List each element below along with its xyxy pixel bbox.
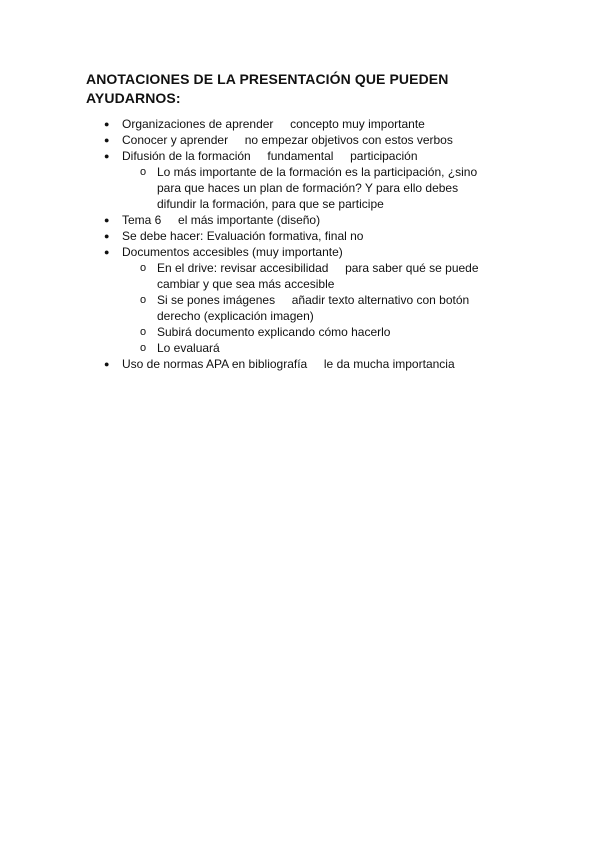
notes-list [0,116,600,372]
sub-bullet-icon: o [140,294,147,306]
sub-list-item [0,260,497,292]
bullet-icon: ● [104,231,110,241]
list-item-text: Conocer y aprender no empezar objetivos con estos verbos [122,133,453,147]
bullet-icon: ● [104,247,110,257]
list-item-text: Uso de normas APA en bibliografía le da mucha importancia [122,357,455,371]
sub-bullet-icon: o [140,326,147,338]
sub-list-item-text: En el drive: revisar accesibilidad para saber qué se puede cambiar y que sea más accesible [157,261,482,291]
list-item-text: Se debe hacer: Evaluación formativa, final no [122,229,364,243]
sub-list-item [0,340,497,356]
sub-bullet-icon: o [140,166,147,178]
sub-bullet-icon: o [140,262,147,274]
list-item [0,244,600,260]
list-item [0,212,600,228]
title-line-1: ANOTACIONES DE LA PRESENTACIÓN QUE PUEDEN [86,71,449,87]
sub-list-item-text: Lo evaluará [157,341,220,355]
list-item-text: Difusión de la formación fundamental participación [122,149,418,163]
bullet-icon: ● [104,119,110,129]
sub-list-item-text: Subirá documento explicando cómo hacerlo [157,325,391,339]
sub-list-item [0,324,497,340]
list-item [0,148,600,164]
bullet-icon: ● [104,151,110,161]
list-item-text: Documentos accesibles (muy importante) [122,245,343,259]
list-item-text: Tema 6 el más importante (diseño) [122,213,321,227]
list-item [0,116,600,132]
list-item [0,228,600,244]
title-line-2: AYUDARNOS: [86,90,181,106]
bullet-icon: ● [104,359,110,369]
sub-list-item [0,292,497,324]
sub-list-item-text: Lo más importante de la formación es la participación, ¿sino para que haces un plan de formación? Y para ello debes difundir la formación, para que se participe [157,165,481,211]
list-item [0,132,600,148]
sub-list-item [0,164,497,212]
list-item-text: Organizaciones de aprender concepto muy importante [122,117,425,131]
document-title [86,70,506,108]
sub-bullet-icon: o [140,342,147,354]
bullet-icon: ● [104,135,110,145]
bullet-icon: ● [104,215,110,225]
sub-list-item-text: Si se pones imágenes añadir texto alternativo con botón derecho (explicación imagen) [157,293,473,323]
list-item [0,356,600,372]
